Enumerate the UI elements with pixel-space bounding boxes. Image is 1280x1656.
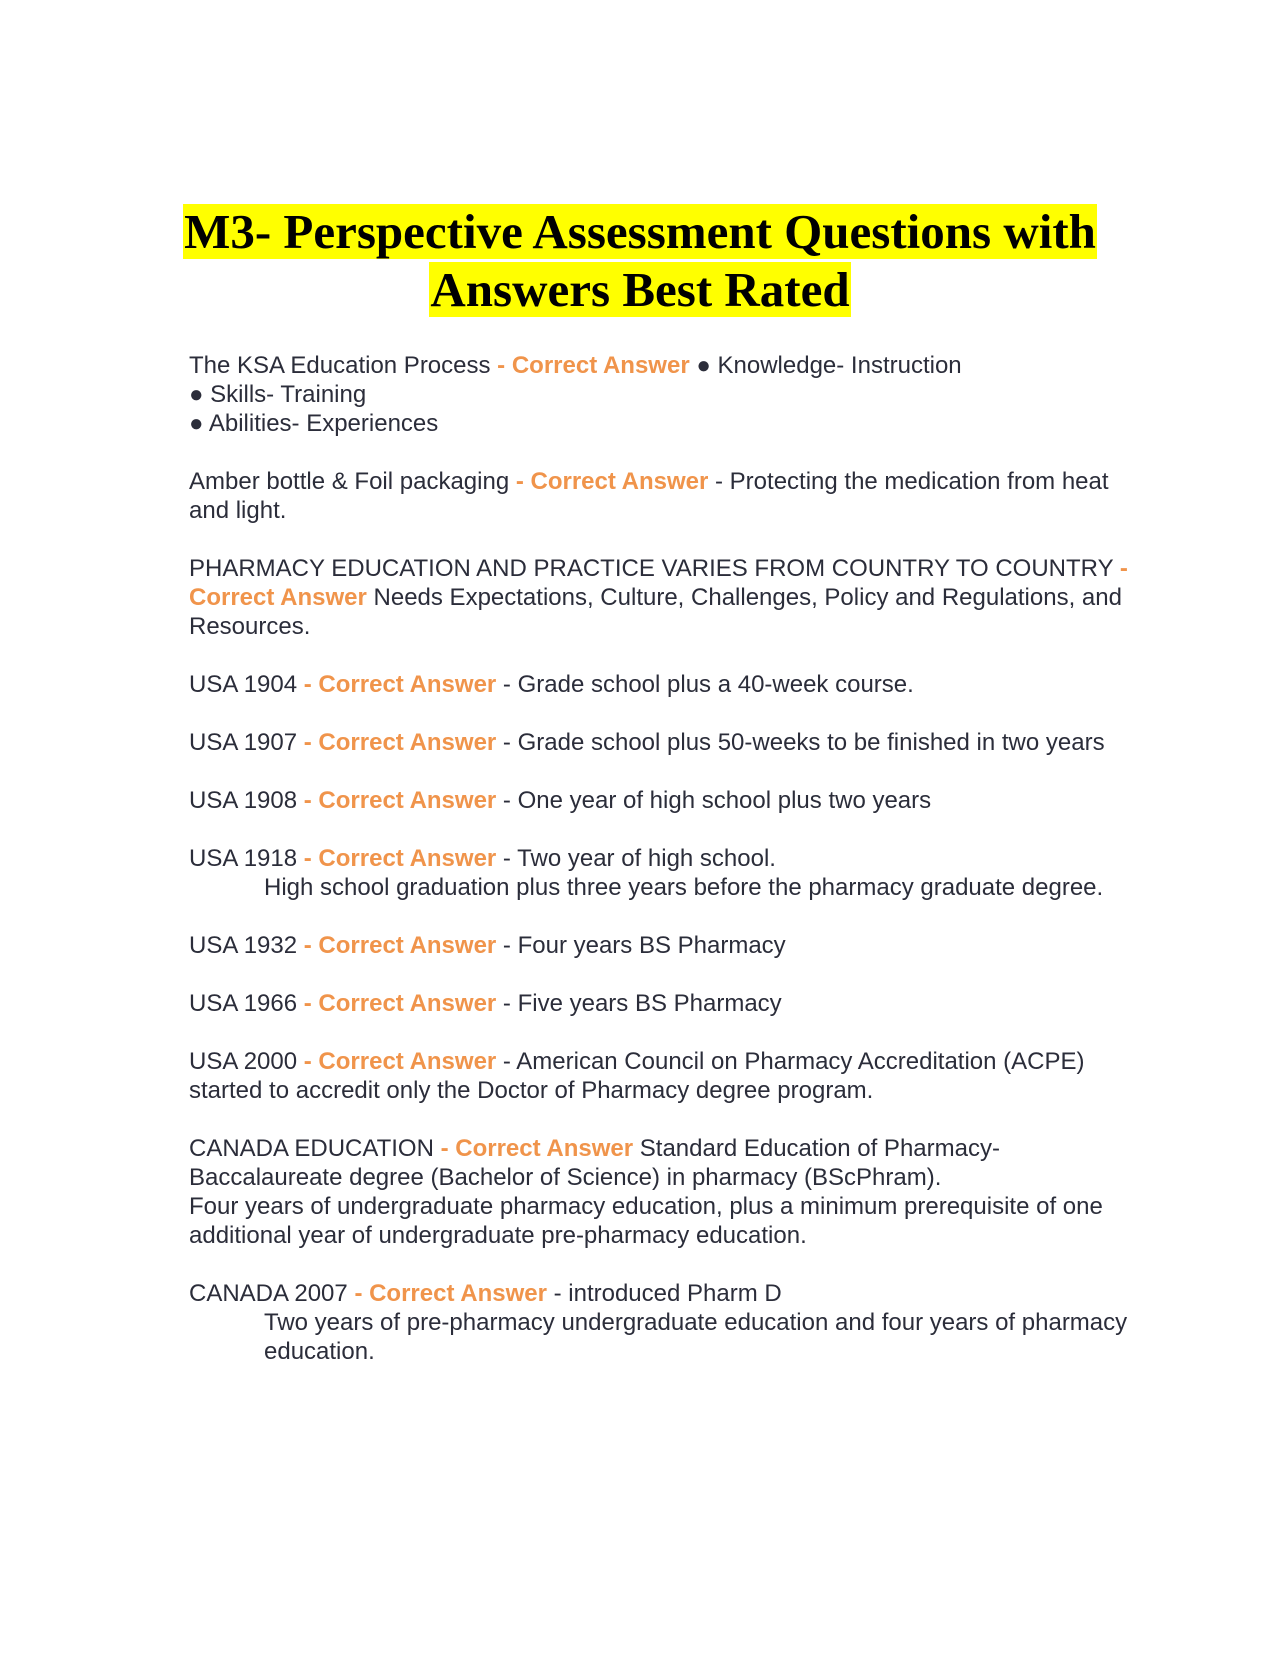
- qa-entry-ksa: [189, 351, 1129, 438]
- qa-entry-canada-2007: [189, 1279, 1129, 1366]
- qa-entry-canada-education: [189, 1134, 1129, 1250]
- question-text: USA 1907: [189, 729, 298, 756]
- question-text: Amber bottle & Foil packaging: [189, 468, 510, 495]
- correct-answer-label: - Correct Answer: [303, 729, 497, 756]
- correct-answer-label: - Correct Answer: [303, 932, 497, 959]
- answer-indented-text: High school graduation plus three years before the pharmacy graduate degree.: [264, 874, 1104, 901]
- answer-text: Standard Education of Pharmacy- Baccalaureate degree (Bachelor of Science) in pharmacy (BScPhram).: [189, 1135, 1000, 1191]
- qa-entry-usa-1904: [189, 670, 1129, 699]
- qa-entry-amber-bottle: [189, 467, 1129, 525]
- answer-continuation: Four years of undergraduate pharmacy education, plus a minimum prerequisite of one additional year of undergraduate pre-pharmacy education.: [189, 1193, 1103, 1249]
- correct-answer-label: - Correct Answer: [303, 671, 497, 698]
- answer-text: - Protecting the medication from heat and light.: [189, 468, 1109, 524]
- question-text: USA 1932: [189, 932, 298, 959]
- answer-text: Needs Expectations, Culture, Challenges, Policy and Regulations, and Resources.: [189, 584, 1122, 640]
- answer-text: - Grade school plus a 40-week course.: [496, 671, 914, 698]
- question-text: USA 1908: [189, 787, 298, 814]
- qa-list: [189, 351, 1129, 1395]
- qa-entry-usa-1966: [189, 989, 1129, 1018]
- title-line-2: Answers Best Rated: [430, 262, 850, 317]
- answer-text: - introduced Pharm D: [546, 1280, 782, 1307]
- answer-indented-text: Two years of pre-pharmacy undergraduate education and four years of pharmacy education.: [264, 1309, 1128, 1365]
- page-title: [150, 203, 1130, 319]
- answer-text: - American Council on Pharmacy Accreditation (ACPE) started to accredit only the Doctor of Pharmacy degree program.: [189, 1048, 1085, 1104]
- question-text: USA 1918: [189, 845, 298, 872]
- qa-entry-usa-2000: [189, 1047, 1129, 1105]
- question-text: USA 2000: [189, 1048, 298, 1075]
- answer-text: ● Knowledge- Instruction: [689, 352, 962, 379]
- correct-answer-label: - Correct Answer: [303, 787, 497, 814]
- qa-entry-pharmacy-education: [189, 554, 1129, 641]
- question-text: CANADA 2007: [189, 1280, 348, 1307]
- answer-text: - Grade school plus 50-weeks to be finished in two years: [496, 729, 1105, 756]
- correct-answer-label: - Correct Answer: [189, 555, 1128, 611]
- correct-answer-label: - Correct Answer: [497, 352, 690, 379]
- answer-text: - One year of high school plus two years: [496, 787, 932, 814]
- question-text: USA 1904: [189, 671, 298, 698]
- correct-answer-label: - Correct Answer: [303, 990, 497, 1017]
- qa-entry-usa-1932: [189, 931, 1129, 960]
- correct-answer-label: - Correct Answer: [440, 1135, 634, 1162]
- title-line-1: M3- Perspective Assessment Questions with: [184, 204, 1096, 259]
- question-text: CANADA EDUCATION: [189, 1135, 434, 1162]
- answer-bullet: ● Skills- Training: [189, 381, 367, 408]
- correct-answer-label: - Correct Answer: [303, 1048, 497, 1075]
- correct-answer-label: - Correct Answer: [515, 468, 709, 495]
- qa-entry-usa-1918: [189, 844, 1129, 902]
- correct-answer-label: - Correct Answer: [303, 845, 497, 872]
- answer-bullet: ● Abilities- Experiences: [189, 410, 439, 437]
- qa-entry-usa-1908: [189, 786, 1129, 815]
- answer-text: - Five years BS Pharmacy: [496, 990, 782, 1017]
- question-text: USA 1966: [189, 990, 298, 1017]
- answer-text: - Four years BS Pharmacy: [496, 932, 786, 959]
- question-text: The KSA Education Process: [189, 352, 491, 379]
- answer-text: - Two year of high school.: [496, 845, 776, 872]
- correct-answer-label: - Correct Answer: [354, 1280, 547, 1307]
- question-text: PHARMACY EDUCATION AND PRACTICE VARIES FROM COUNTRY TO COUNTRY: [189, 555, 1114, 582]
- qa-entry-usa-1907: [189, 728, 1129, 757]
